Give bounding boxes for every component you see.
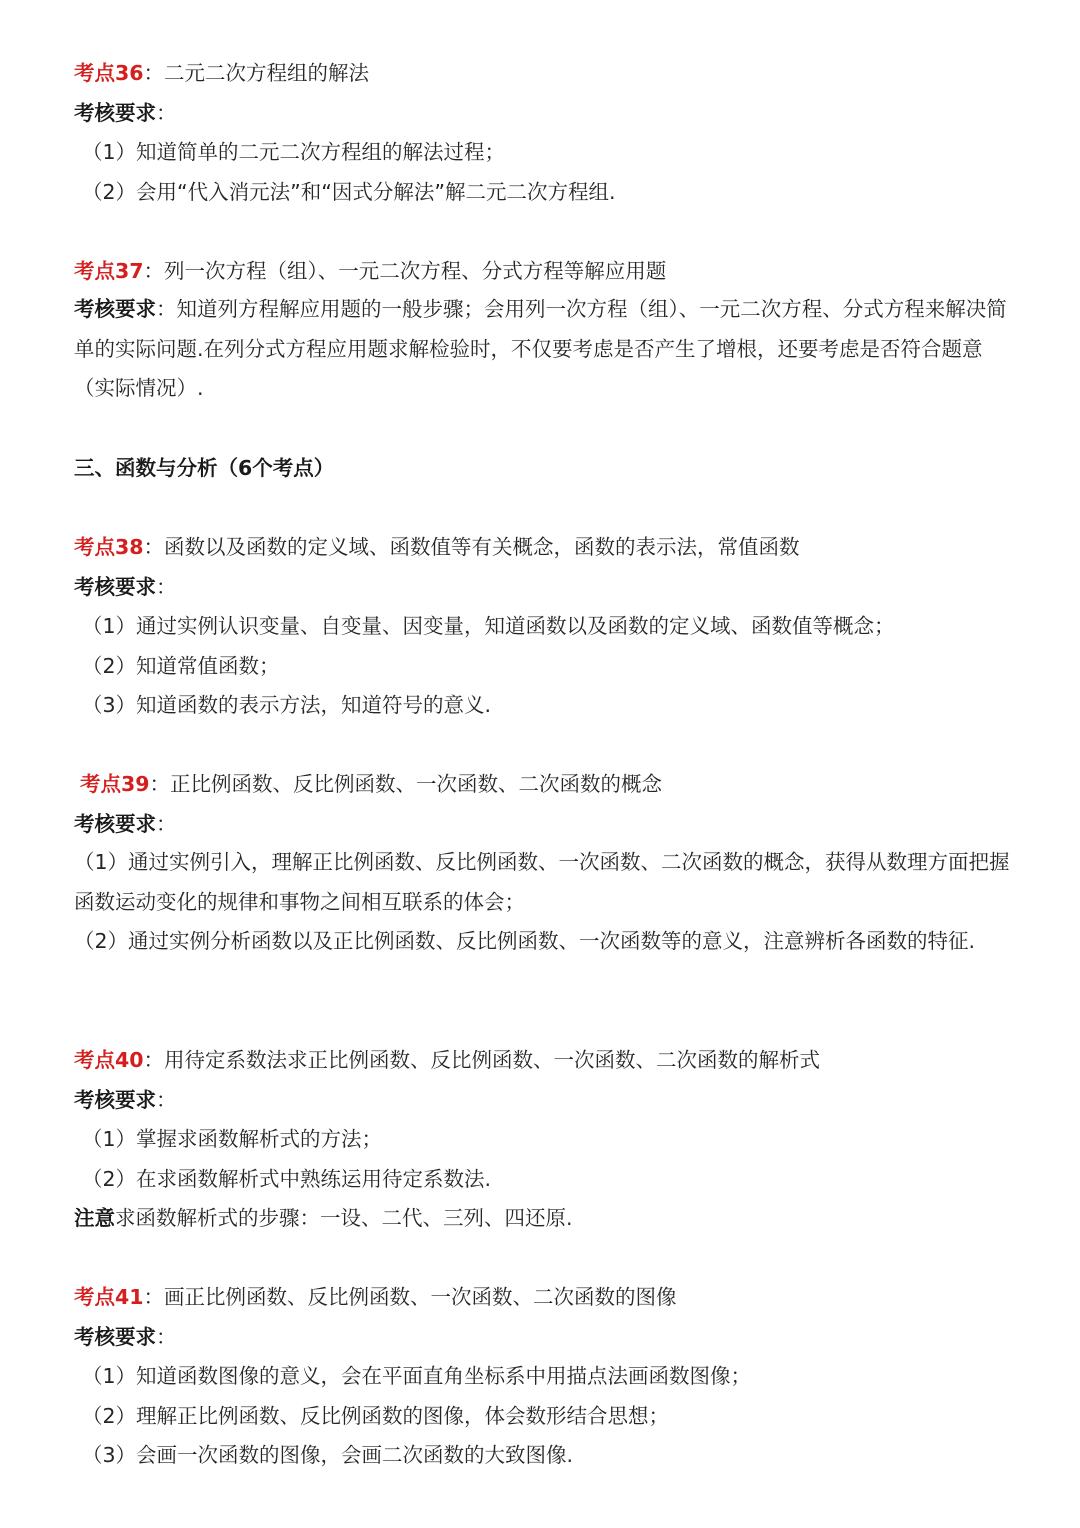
k38-label: 考点38 — [74, 535, 144, 559]
k37-req-text: 知道列方程解应用题的一般步骤；会用列一次方程（组）、一元二次方程、分式方程来解决简单的实际问题.在列分式方程应用题求解检验时，不仅要考虑是否产生了增根，还要考虑是否符合题意（实际情况）. — [74, 297, 1007, 400]
k37-req-paragraph — [74, 290, 1014, 409]
k39-label: 考点39 — [80, 772, 150, 796]
k37-req-label: 考核要求 — [74, 297, 156, 321]
k38-item-3: （3）知道函数的表示方法，知道符号的意义. — [82, 693, 492, 717]
k37-req-sep: ： — [156, 297, 177, 321]
k41-title-line — [74, 1283, 677, 1311]
k36-req-line — [74, 99, 177, 127]
k39-req-sep: ： — [156, 812, 177, 836]
k41-req-label: 考核要求 — [74, 1325, 156, 1349]
k38-req-sep: ： — [156, 575, 177, 599]
k36-item-2: （2）会用“代入消元法”和“因式分解法”解二元二次方程组. — [82, 180, 616, 204]
k41-item-2: （2）理解正比例函数、反比例函数的图像，体会数形结合思想； — [82, 1404, 670, 1428]
k36-label: 考点36 — [74, 61, 144, 85]
k40-req-line — [74, 1086, 177, 1114]
k39-req-label: 考核要求 — [74, 812, 156, 836]
k38-title: 函数以及函数的定义域、函数值等有关概念，函数的表示法，常值函数 — [164, 535, 800, 559]
k41-sep: ： — [143, 1285, 165, 1309]
k38-item-2: （2）知道常值函数； — [82, 654, 280, 678]
k36-req-label: 考核要求 — [74, 101, 156, 125]
k40-item-1: （1）掌握求函数解析式的方法； — [82, 1127, 383, 1151]
k41-title: 画正比例函数、反比例函数、一次函数、二次函数的图像 — [164, 1285, 677, 1309]
k40-title: 用待定系数法求正比例函数、反比例函数、一次函数、二次函数的解析式 — [164, 1048, 821, 1072]
k37-title: 列一次方程（组）、一元二次方程、分式方程等解应用题 — [164, 259, 667, 283]
k41-item-3: （3）会画一次函数的图像，会画二次函数的大致图像. — [82, 1443, 574, 1467]
k40-note-line — [74, 1204, 573, 1232]
k40-note-label: 注意 — [74, 1206, 115, 1230]
k39-title: 正比例函数、反比例函数、一次函数、二次函数的概念 — [170, 772, 663, 796]
k39-req-line — [74, 810, 177, 838]
k40-note-text: 求函数解析式的步骤：一设、二代、三列、四还原. — [115, 1206, 573, 1230]
k39-sep: ： — [149, 772, 171, 796]
k39-item-2: （2）通过实例分析函数以及正比例函数、反比例函数、一次函数等的意义，注意辨析各函数的特征. — [74, 929, 976, 953]
k40-sep: ： — [143, 1048, 165, 1072]
k39-item-1: （1）通过实例引入，理解正比例函数、反比例函数、一次函数、二次函数的概念，获得从数理方面把握函数运动变化的规律和事物之间相互联系的体会； — [74, 850, 1010, 914]
k41-req-sep: ： — [156, 1325, 177, 1349]
k41-item-1: （1）知道函数图像的意义，会在平面直角坐标系中用描点法画函数图像； — [82, 1364, 752, 1388]
k39-title-line — [80, 770, 662, 798]
k41-label: 考点41 — [74, 1285, 144, 1309]
part3-heading: 三、函数与分析（6个考点） — [74, 456, 335, 480]
k40-req-label: 考核要求 — [74, 1088, 156, 1112]
k38-item-1: （1）通过实例认识变量、自变量、因变量，知道函数以及函数的定义域、函数值等概念； — [82, 614, 895, 638]
k40-title-line — [74, 1046, 820, 1074]
k36-item-1: （1）知道简单的二元二次方程组的解法过程； — [82, 140, 506, 164]
k36-title: 二元二次方程组的解法 — [164, 61, 370, 85]
k37-label: 考点37 — [74, 259, 144, 283]
k38-req-label: 考核要求 — [74, 575, 156, 599]
k36-sep: ： — [143, 61, 165, 85]
k40-label: 考点40 — [74, 1048, 144, 1072]
k36-req-sep: ： — [156, 101, 177, 125]
k38-sep: ： — [143, 535, 165, 559]
k38-req-line — [74, 573, 177, 601]
k40-req-sep: ： — [156, 1088, 177, 1112]
k36-title-line — [74, 59, 369, 87]
k41-req-line — [74, 1323, 177, 1351]
k37-sep: ： — [143, 259, 165, 283]
k37-title-line — [74, 257, 666, 285]
k40-item-2: （2）在求函数解析式中熟练运用待定系数法. — [82, 1167, 492, 1191]
k38-title-line — [74, 533, 800, 561]
